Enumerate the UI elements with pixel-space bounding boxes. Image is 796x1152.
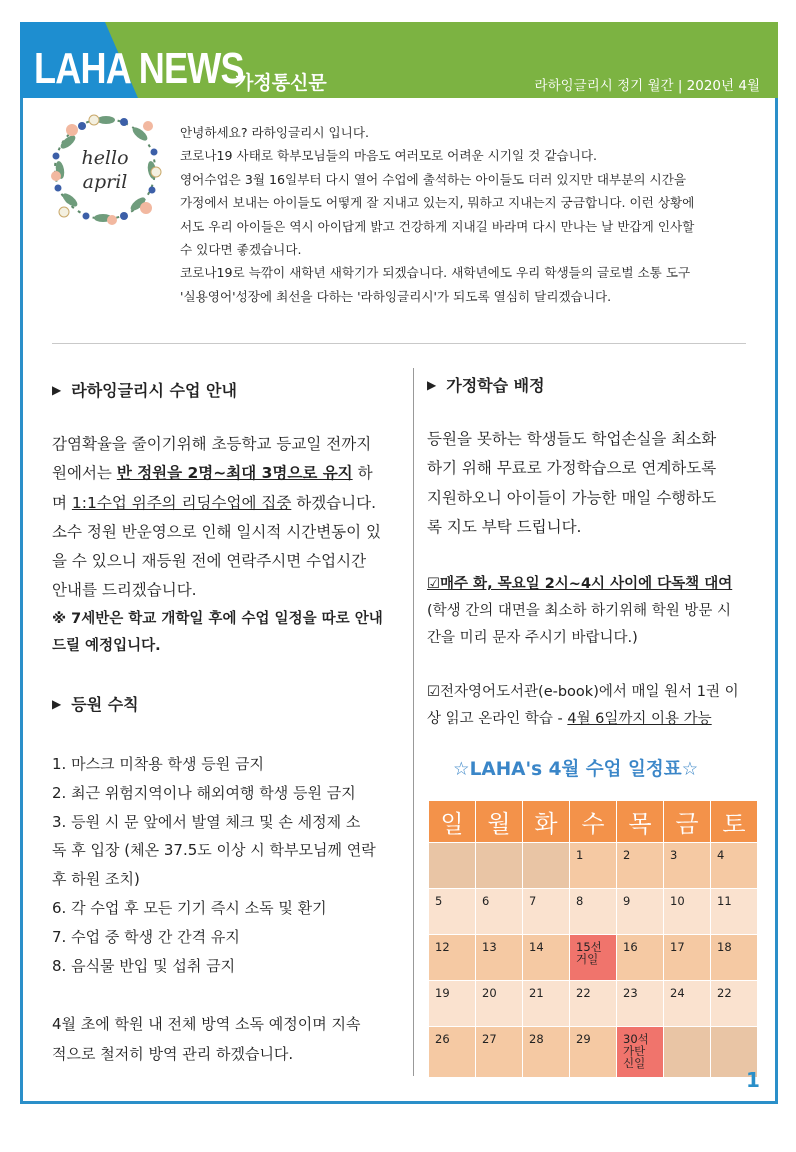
calendar-day-cell: 28 bbox=[523, 1027, 569, 1077]
calendar-day-cell: 21 bbox=[523, 981, 569, 1026]
ebook-line: 상 읽고 온라인 학습 - 4월 6일까지 이용 가능 bbox=[427, 711, 712, 728]
home-learning-heading: ▶ 가정학습 배정 bbox=[427, 376, 545, 395]
page-number: 1 bbox=[746, 1068, 760, 1092]
body-line: 소수 정원 반운영으로 인해 일시적 시간변동이 있 bbox=[52, 522, 382, 541]
calendar-day-cell: 24 bbox=[664, 981, 710, 1026]
rule-item: 7. 수업 중 학생 간 간격 유지 bbox=[52, 927, 240, 946]
calendar-day-cell bbox=[476, 843, 522, 888]
rule-item: 8. 음식물 반입 및 섭취 금지 bbox=[52, 956, 236, 975]
weekday-header: 수 bbox=[570, 801, 616, 842]
rule-item: 후 하원 조치) bbox=[52, 870, 140, 889]
triangle-bullet-icon: ▶ bbox=[52, 383, 62, 397]
calendar-day-cell: 30석 가탄 신일 bbox=[617, 1027, 663, 1077]
calendar-day-cell: 8 bbox=[570, 889, 616, 934]
section-divider bbox=[52, 343, 746, 344]
calendar-day-cell: 14 bbox=[523, 935, 569, 980]
calendar-day-cell: 18 bbox=[711, 935, 757, 980]
calendar-day-cell: 29 bbox=[570, 1027, 616, 1077]
calendar-day-cell: 4 bbox=[711, 843, 757, 888]
body-line: 지원하오니 아이들이 가능한 매일 수행하도 bbox=[427, 488, 717, 507]
body-line: 4월 초에 학원 내 전체 방역 소독 예정이며 지속 bbox=[52, 1015, 361, 1033]
calendar-day-cell: 22 bbox=[711, 981, 757, 1026]
logo: LAHA NEWS bbox=[34, 44, 244, 93]
body-line: (학생 간의 대면을 최소하 하기위해 학원 방문 시 bbox=[427, 603, 732, 620]
calendar-day-cell: 10 bbox=[664, 889, 710, 934]
triangle-bullet-icon: ▶ bbox=[52, 697, 62, 711]
intro-line: 안녕하세요? 라하잉글리시 입니다. bbox=[180, 125, 370, 140]
calendar-week-row bbox=[429, 981, 757, 1026]
intro-line: 수 있다면 좋겠습니다. bbox=[180, 242, 302, 258]
april-schedule-calendar bbox=[428, 800, 758, 1078]
calendar-day-cell: 13 bbox=[476, 935, 522, 980]
calendar-day-cell: 27 bbox=[476, 1027, 522, 1077]
header-issue-info: 라하잉글리시 정기 월간 | 2020년 4월 bbox=[534, 78, 760, 94]
calendar-day-cell bbox=[429, 843, 475, 888]
triangle-bullet-icon: ▶ bbox=[427, 378, 437, 392]
calendar-day-cell: 23 bbox=[617, 981, 663, 1026]
attendance-rules-heading: ▶ 등원 수칙 bbox=[52, 695, 139, 714]
kindergarten-notice: 드릴 예정입니다. bbox=[52, 637, 161, 654]
weekday-header: 일 bbox=[429, 801, 475, 842]
calendar-day-cell: 16 bbox=[617, 935, 663, 980]
body-line: 적으로 철저히 방역 관리 하겠습니다. bbox=[52, 1044, 294, 1063]
intro-line: 영어수업은 3월 16일부터 다시 열어 수업에 출석하는 아이들도 더러 있지만 대부분의 시간을 bbox=[180, 171, 687, 187]
calendar-week-row bbox=[429, 843, 757, 888]
calendar-day-cell: 9 bbox=[617, 889, 663, 934]
intro-line: 서도 우리 아이들은 역시 아이답게 밝고 건강하게 지내길 바라며 다시 만나는 날 반갑게 인사할 bbox=[180, 218, 695, 234]
body-line: 며 1:1수업 위주의 리딩수업에 집중 하겠습니다. bbox=[52, 493, 377, 512]
weekday-header: 화 bbox=[523, 801, 569, 842]
calendar-week-row bbox=[429, 935, 757, 980]
kindergarten-notice: ※ 7세반은 학교 개학일 후에 수업 일정을 따로 안내 bbox=[52, 610, 383, 627]
class-info-body bbox=[52, 430, 402, 660]
rule-item: 1. 마스크 미착용 학생 등원 금지 bbox=[52, 755, 265, 773]
intro-line: 코로나19로 늑깎이 새학년 새학기가 되겠습니다. 새학년에도 우리 학생들의 글로벌 소통 도구 bbox=[180, 265, 691, 281]
body-line: 을 수 있으니 재등원 전에 연락주시면 수업시간 bbox=[52, 552, 367, 571]
calendar-day-cell: 26 bbox=[429, 1027, 475, 1077]
calendar-day-cell: 3 bbox=[664, 843, 710, 888]
newsletter-header bbox=[20, 22, 778, 98]
calendar-day-cell: 12 bbox=[429, 935, 475, 980]
book-rental-title: ☑매주 화, 목요일 2시~4시 사이에 다독책 대여 bbox=[427, 576, 733, 593]
weekday-header: 월 bbox=[476, 801, 522, 842]
ebook-line: ☑전자영어도서관(e-book)에서 매일 원서 1권 이 bbox=[427, 684, 739, 701]
weekday-header: 토 bbox=[711, 801, 757, 842]
svg-text:april: april bbox=[82, 171, 128, 193]
calendar-day-cell: 7 bbox=[523, 889, 569, 934]
calendar-day-cell bbox=[664, 1027, 710, 1077]
class-info-heading: ▶ 라하잉글리시 수업 안내 bbox=[52, 381, 237, 400]
body-line: 안내를 드리겠습니다. bbox=[52, 581, 197, 600]
calendar-weekday-row bbox=[429, 801, 757, 842]
rule-item: 6. 각 수업 후 모든 기기 즉시 소독 및 환기 bbox=[52, 898, 327, 917]
flower-wreath-image bbox=[48, 112, 162, 226]
rule-item: 3. 등원 시 문 앞에서 발열 체크 및 손 세정제 소 bbox=[52, 812, 361, 831]
calendar-day-cell bbox=[523, 843, 569, 888]
body-line: 등원을 못하는 학생들도 학업손실을 최소화 bbox=[427, 430, 717, 448]
calendar-day-cell: 22 bbox=[570, 981, 616, 1026]
calendar-day-cell: 1 bbox=[570, 843, 616, 888]
calendar-day-cell: 11 bbox=[711, 889, 757, 934]
svg-text:hello: hello bbox=[81, 147, 129, 169]
intro-line: 코로나19 사태로 학부모님들의 마음도 여러모로 어려운 시기일 것 같습니다. bbox=[180, 148, 598, 164]
home-learning-body bbox=[427, 425, 757, 733]
body-line: 감염확율을 줄이기위해 초등학교 등교일 전까지 bbox=[52, 435, 372, 453]
header-subtitle: 가정통신문 bbox=[235, 72, 327, 94]
calendar-day-cell: 5 bbox=[429, 889, 475, 934]
calendar-day-cell: 6 bbox=[476, 889, 522, 934]
calendar-week-row bbox=[429, 889, 757, 934]
calendar-day-cell: 19 bbox=[429, 981, 475, 1026]
calendar-title: ☆LAHA's 4월 수업 일정표☆ bbox=[453, 759, 699, 780]
intro-line: '실용영어'성장에 최선을 다하는 '라하잉글리시'가 되도록 열심히 달리겠습니다. bbox=[180, 288, 612, 304]
calendar-week-row bbox=[429, 1027, 757, 1077]
body-line: 원에서는 반 정원을 2명~최대 3명으로 유지 하 bbox=[52, 464, 373, 483]
calendar-day-cell: 20 bbox=[476, 981, 522, 1026]
rule-item: 독 후 입장 (체온 37.5도 이상 시 학부모님께 연락 bbox=[52, 841, 376, 860]
weekday-header: 금 bbox=[664, 801, 710, 842]
intro-greeting bbox=[180, 121, 760, 308]
body-line: 록 지도 부탁 드립니다. bbox=[427, 517, 582, 536]
column-divider bbox=[413, 368, 414, 1076]
disinfection-notice bbox=[52, 1010, 412, 1069]
body-line: 간을 미리 문자 주시기 바랍니다.) bbox=[427, 630, 638, 647]
calendar-day-cell: 17 bbox=[664, 935, 710, 980]
attendance-rules-list bbox=[52, 750, 412, 980]
calendar-day-cell: 15선 거일 bbox=[570, 935, 616, 980]
calendar-day-cell: 2 bbox=[617, 843, 663, 888]
body-line: 하기 위해 무료로 가정학습으로 연계하도록 bbox=[427, 459, 717, 478]
rule-item: 2. 최근 위험지역이나 해외여행 학생 등원 금지 bbox=[52, 783, 356, 802]
intro-line: 가정에서 보내는 아이들도 어떻게 잘 지내고 있는지, 뭐하고 지내는지 궁금합니다. 이런 상황에 bbox=[180, 195, 695, 211]
weekday-header: 목 bbox=[617, 801, 663, 842]
